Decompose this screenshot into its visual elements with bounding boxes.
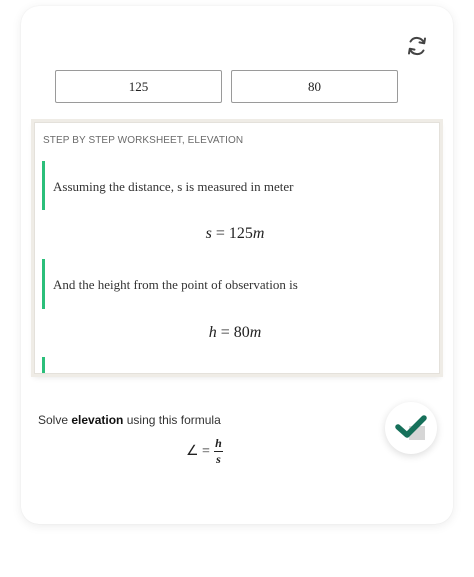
step-equation: h = 80m	[208, 324, 262, 341]
elevation-formula	[186, 437, 223, 466]
step-marker	[42, 161, 45, 210]
refresh-icon[interactable]	[405, 34, 429, 58]
distance-input[interactable]	[55, 70, 222, 103]
step-worksheet	[34, 122, 440, 374]
formula-fraction	[214, 437, 223, 466]
step-marker	[42, 357, 45, 374]
worksheet-title: STEP BY STEP WORKSHEET, ELEVATION	[43, 135, 244, 146]
step-marker	[42, 259, 45, 309]
check-button[interactable]	[385, 402, 437, 454]
solve-instruction: Solve elevation using this formula	[38, 413, 221, 427]
step-text: And the height from the point of observation is	[53, 277, 298, 292]
step-equation: s = 125m	[205, 225, 265, 242]
formula-numerator: h	[215, 436, 222, 450]
height-input[interactable]	[231, 70, 398, 103]
step-text: Assuming the distance, s is measured in meter	[53, 179, 294, 194]
checkmark-icon	[385, 402, 437, 454]
solve-keyword: elevation	[71, 413, 124, 427]
angle-symbol: ∠ =	[186, 444, 210, 459]
formula-denominator: s	[216, 452, 221, 466]
